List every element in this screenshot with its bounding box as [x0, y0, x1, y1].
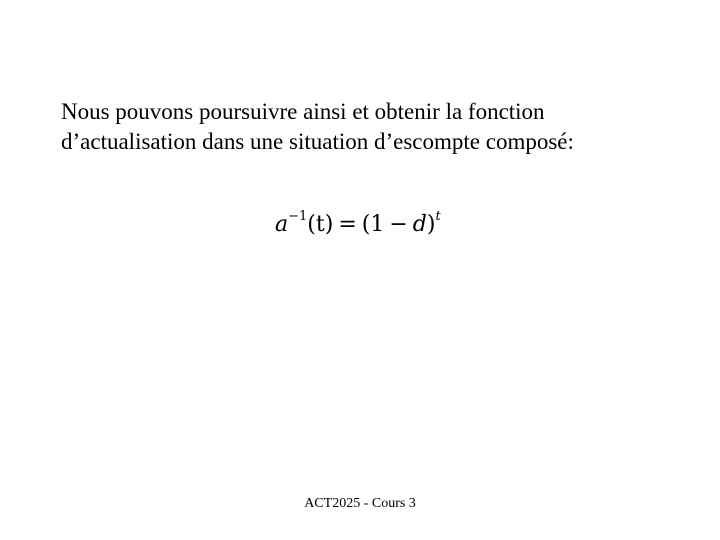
paragraph-line-1: Nous pouvons poursuivre ainsi et obtenir la fonction: [61, 99, 545, 124]
formula-open: (1: [361, 212, 385, 237]
formula-base: a: [275, 212, 289, 237]
paragraph-line-2: d’actualisation dans une situation d’escompte composé:: [61, 129, 574, 154]
slide-paragraph: [61, 97, 661, 157]
formula-power: t: [435, 208, 441, 224]
formula-argument: (t): [307, 212, 334, 237]
slide-footer: ACT2025 - Cours 3: [304, 496, 416, 511]
formula-minus: −: [389, 212, 408, 237]
formula-exponent: −1: [288, 208, 308, 224]
formula-close: ): [426, 212, 436, 237]
formula-d: d: [412, 212, 427, 237]
discount-function-formula: [275, 205, 441, 245]
formula-equals: =: [338, 212, 357, 237]
